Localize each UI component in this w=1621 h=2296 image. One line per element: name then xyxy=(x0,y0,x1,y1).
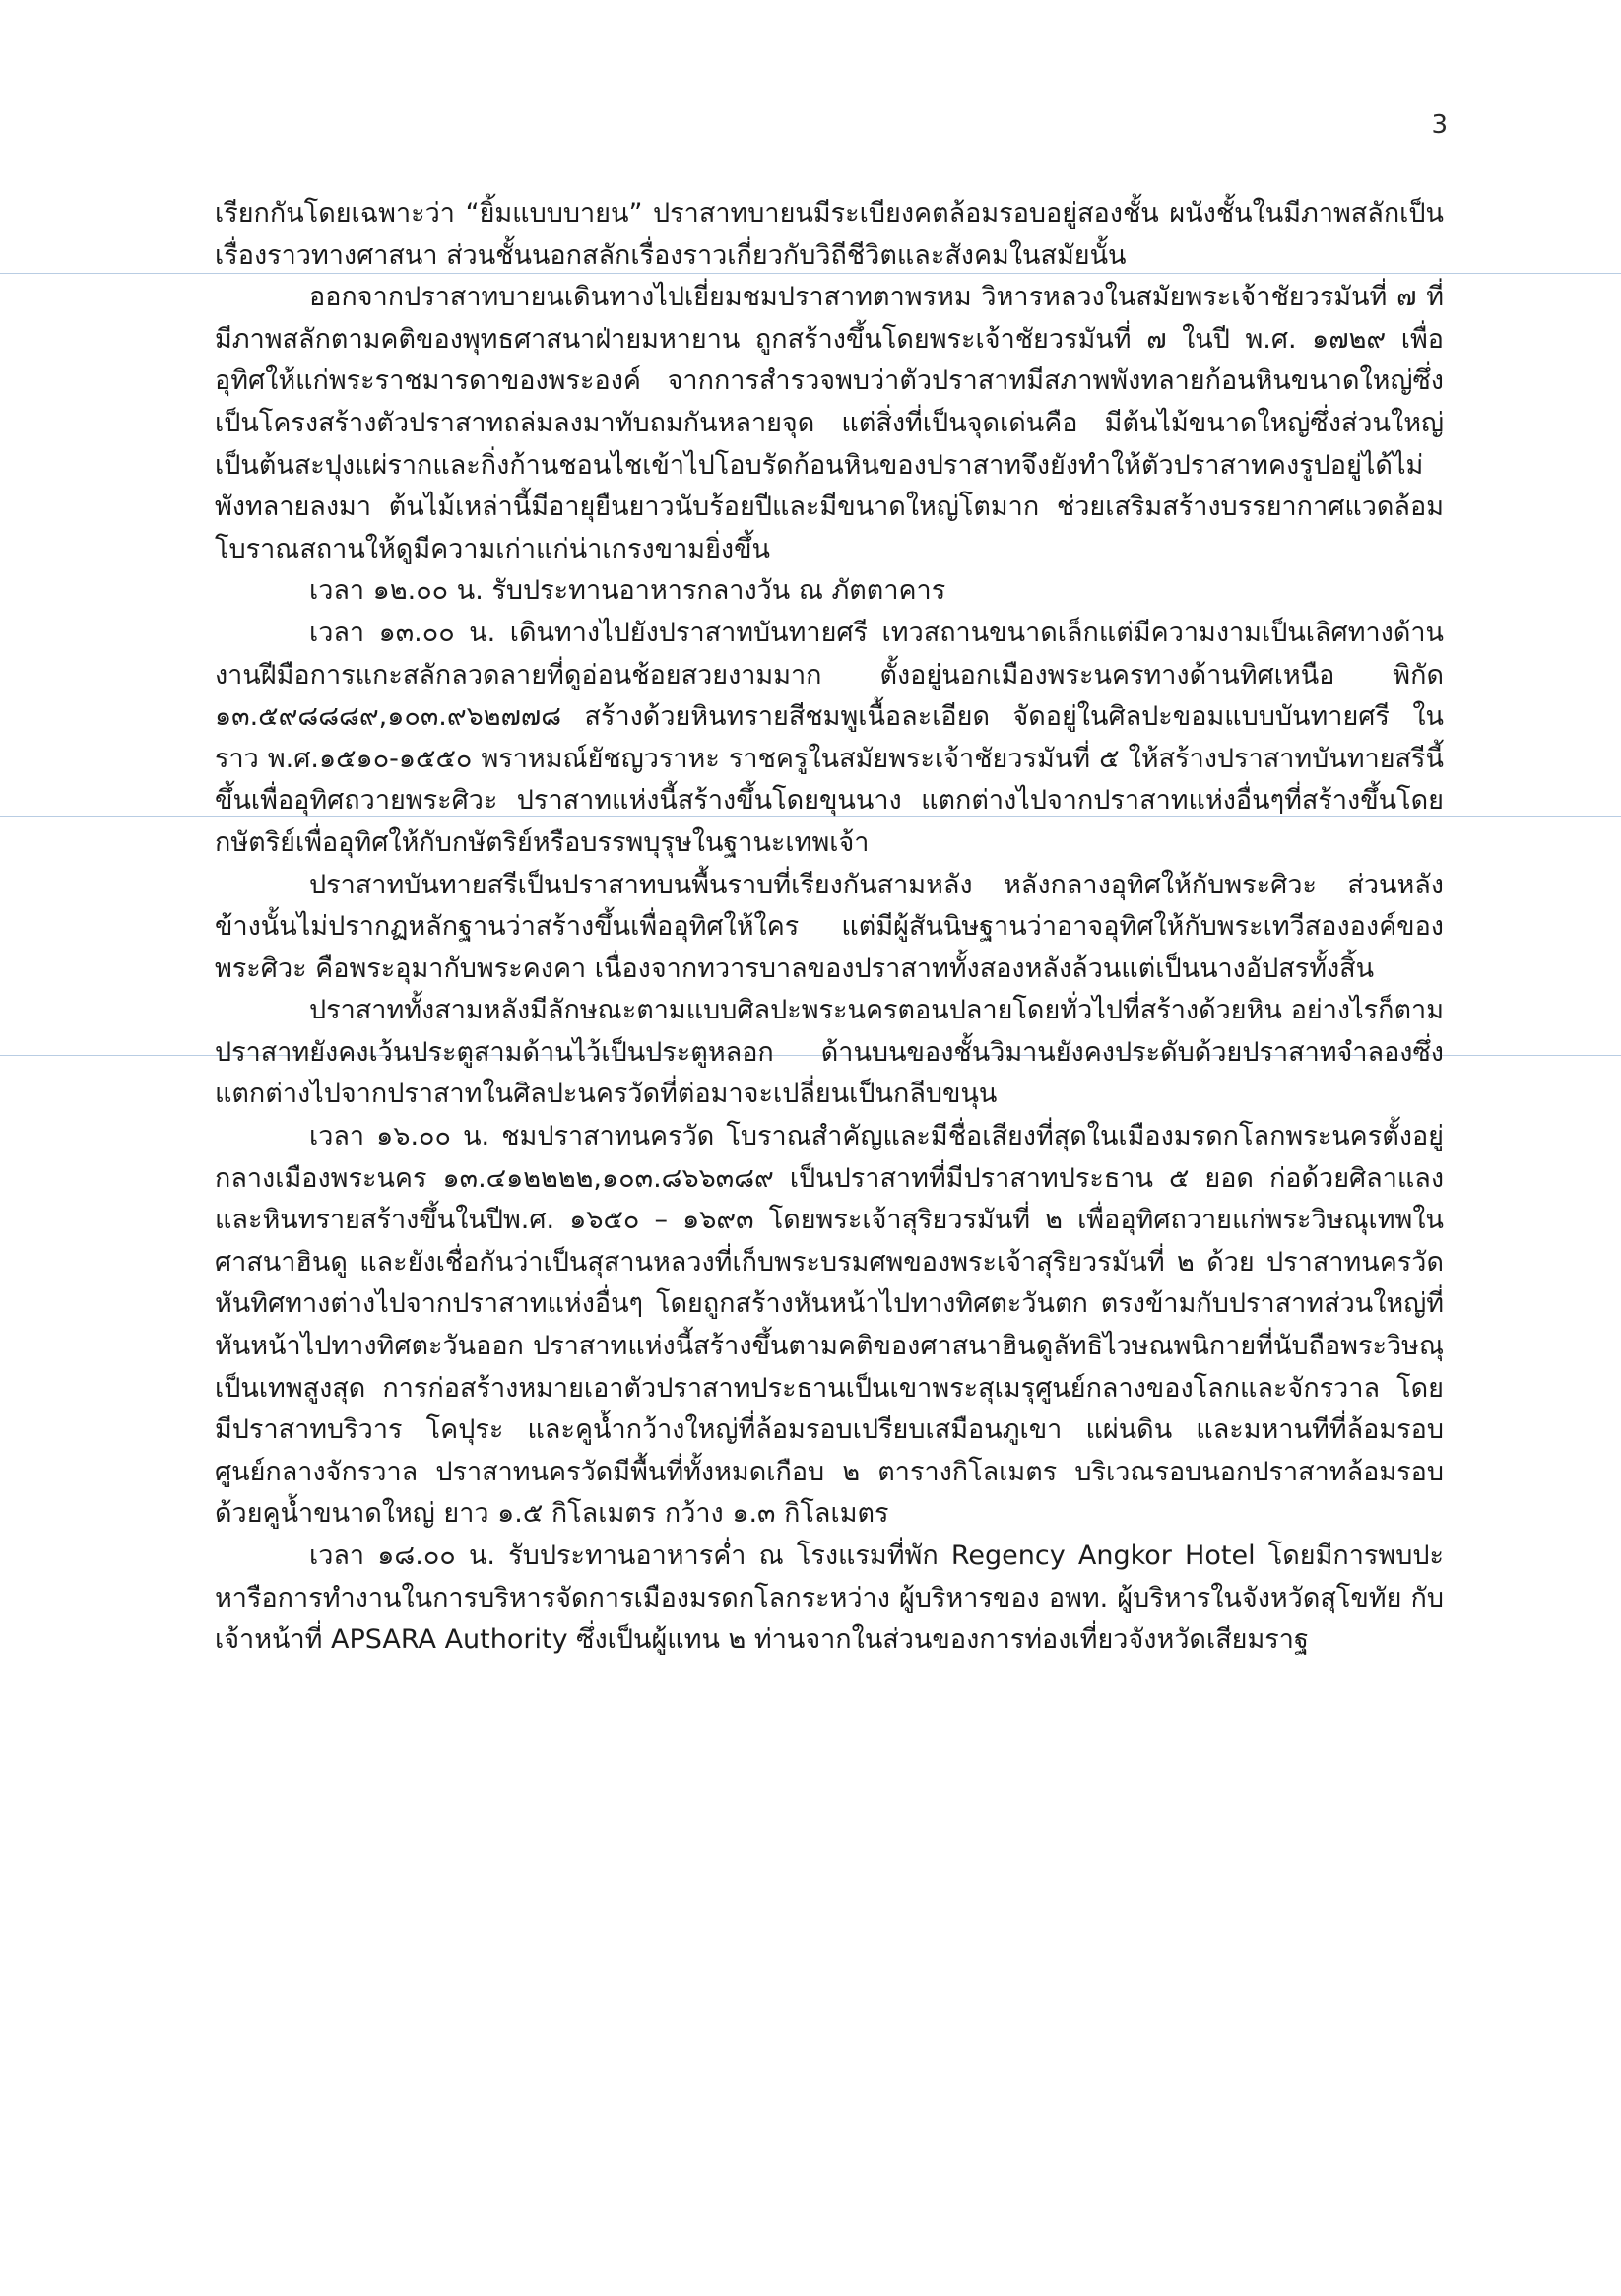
paragraph: เวลา ๑๘.๐๐ น. รับประทานอาหารค่ำ ณ โรงแรมที่พัก Regency Angkor Hotel โดยมีการพบปะหารือการทำงานในการบริหารจัดการเมืองมรดกโลกระหว่าง ผู้บริหารของ อพท. ผู้บริหารในจังหวัดสุโขทัย กับเจ้าหน้าที่ APSARA Authority ซึ่งเป็นผู้แทน ๒ ท่านจากในส่วนของการท่องเที่ยวจังหวัดเสียมราฐ xyxy=(215,1541,1444,1656)
paragraph: ออกจากปราสาทบายนเดินทางไปเยี่ยมชมปราสาทตาพรหม วิหารหลวงในสมัยพระเจ้าชัยวรมันที่ ๗ ที่มีภาพสลักตามคติของพุทธศาสนาฝ่ายมหายาน ถูกสร้างขึ้นโดยพระเจ้าชัยวรมันที่ ๗ ในปี พ.ศ. ๑๗๒๙ เพื่ออุทิศให้แก่พระราชมารดาของพระองค์ จากการสำรวจพบว่าตัวปราสาทมีสภาพพังทลายก้อนหินขนาดใหญ่ซึ่งเป็นโครงสร้างตัวปราสาทถล่มลงมาทับถมกันหลายจุด แต่สิ่งที่เป็นจุดเด่นคือ มีต้นไม้ขนาดใหญ่ซึ่งส่วนใหญ่เป็นต้นสะปุงแผ่รากและกิ่งก้านชอนไชเข้าไปโอบรัดก้อนหินของปราสาทจึงยังทำให้ตัวปราสาทคงรูปอยู่ได้ไม่พังทลายลงมา ต้นไม้เหล่านี้มีอายุยืนยาวนับร้อยปีและมีขนาดใหญ่โตมาก ช่วยเสริมสร้างบรรยากาศแวดล้อมโบราณสถานให้ดูมีความเก่าแก่น่าเกรงขามยิ่งขึ้น xyxy=(215,282,1444,564)
paragraph: เวลา ๑๓.๐๐ น. เดินทางไปยังปราสาทบันทายศรี เทวสถานขนาดเล็กแต่มีความงามเป็นเลิศทางด้านงานฝีมือการแกะสลักลวดลายที่ดูอ่อนช้อยสวยงามมาก ตั้งอยู่นอกเมืองพระนครทางด้านทิศเหนือ พิกัด ๑๓.๕๙๘๘๘๙,๑๐๓.๙๖๒๗๗๘ สร้างด้วยหินทรายสีชมพูเนื้อละเอียด จัดอยู่ในศิลปะขอมแบบบันทายศรี ในราว พ.ศ.๑๕๑๐-๑๕๕๐ พราหมณ์ยัชญวราหะ ราชครูในสมัยพระเจ้าชัยวรมันที่ ๕ ให้สร้างปราสาทบันทายสรีนี้ขึ้นเพื่ออุทิศถวายพระศิวะ ปราสาทแห่งนี้สร้างขึ้นโดยขุนนาง แตกต่างไปจากปราสาทแห่งอื่นๆที่สร้างขึ้นโดยกษัตริย์เพื่ออุทิศให้กับกษัตริย์หรือบรรพบุรุษในฐานะเทพเจ้า xyxy=(215,617,1444,858)
paragraph: เรียกกันโดยเฉพาะว่า “ยิ้มแบบบายน” ปราสาทบายนมีระเบียงคตล้อมรอบอยู่สองชั้น ผนังชั้นในมีภาพสลักเป็นเรื่องราวทางศาสนา ส่วนชั้นนอกสลักเรื่องราวเกี่ยวกับวิถีชีวิตและสังคมในสมัยนั้น xyxy=(215,198,1444,271)
paragraph: ปราสาททั้งสามหลังมีลักษณะตามแบบศิลปะพระนครตอนปลายโดยทั่วไปที่สร้างด้วยหิน อย่างไรก็ตามปราสาทยังคงเว้นประตูสามด้านไว้เป็นประตูหลอก ด้านบนของชั้นวิมานยังคงประดับด้วยปราสาทจำลองซึ่งแตกต่างไปจากปราสาทในศิลปะนครวัดที่ต่อมาจะเปลี่ยนเป็นกลีบขนุน xyxy=(215,995,1444,1110)
paragraph: เวลา ๑๖.๐๐ น. ชมปราสาทนครวัด โบราณสำคัญและมีชื่อเสียงที่สุดในเมืองมรดกโลกพระนครตั้งอยู่กลางเมืองพระนคร ๑๓.๔๑๒๒๒๒,๑๐๓.๘๖๖๓๘๙ เป็นปราสาทที่มีปราสาทประธาน ๕ ยอด ก่อด้วยศิลาแลงและหินทรายสร้างขึ้นในปีพ.ศ. ๑๖๕๐ – ๑๖๙๓ โดยพระเจ้าสุริยวรมันที่ ๒ เพื่ออุทิศถวายแก่พระวิษณุเทพในศาสนาฮินดู และยังเชื่อกันว่าเป็นสุสานหลวงที่เก็บพระบรมศพของพระเจ้าสุริยวรมันที่ ๒ ด้วย ปราสาทนครวัดหันทิศทางต่างไปจากปราสาทแห่งอื่นๆ โดยถูกสร้างหันหน้าไปทางทิศตะวันตก ตรงข้ามกับปราสาทส่วนใหญ่ที่หันหน้าไปทางทิศตะวันออก ปราสาทแห่งนี้สร้างขึ้นตามคติของศาสนาฮินดูลัทธิไวษณพนิกายที่นับถือพระวิษณุเป็นเทพสูงสุด การก่อสร้างหมายเอาตัวปราสาทประธานเป็นเขาพระสุเมรุศูนย์กลางของโลกและจักรวาล โดยมีปราสาทบริวาร โคปุระ และคูน้ำกว้างใหญ่ที่ล้อมรอบเปรียบเสมือนภูเขา แผ่นดิน และมหานทีที่ล้อมรอบศูนย์กลางจักรวาล ปราสาทนครวัดมีพื้นที่ทั้งหมดเกือบ ๒ ตารางกิโลเมตร บริเวณรอบนอกปราสาทล้อมรอบด้วยคูน้ำขนาดใหญ่ ยาว ๑.๕ กิโลเมตร กว้าง ๑.๓ กิโลเมตร xyxy=(215,1121,1444,1530)
paragraph: เวลา ๑๒.๐๐ น. รับประทานอาหารกลางวัน ณ ภัตตาคาร xyxy=(309,575,946,607)
page-number: 3 xyxy=(1431,110,1448,140)
body-text xyxy=(215,193,1444,1662)
paragraph: ปราสาทบันทายสรีเป็นปราสาทบนพื้นราบที่เรียงกันสามหลัง หลังกลางอุทิศให้กับพระศิวะ ส่วนหลังข้างนั้นไม่ปรากฏหลักฐานว่าสร้างขึ้นเพื่ออุทิศให้ใคร แต่มีผู้สันนิษฐานว่าอาจอุทิศให้กับพระเทวีสององค์ของพระศิวะ คือพระอุมากับพระคงคา เนื่องจากทวารบาลของปราสาททั้งสองหลังล้วนแต่เป็นนางอัปสรทั้งสิ้น xyxy=(215,869,1444,984)
